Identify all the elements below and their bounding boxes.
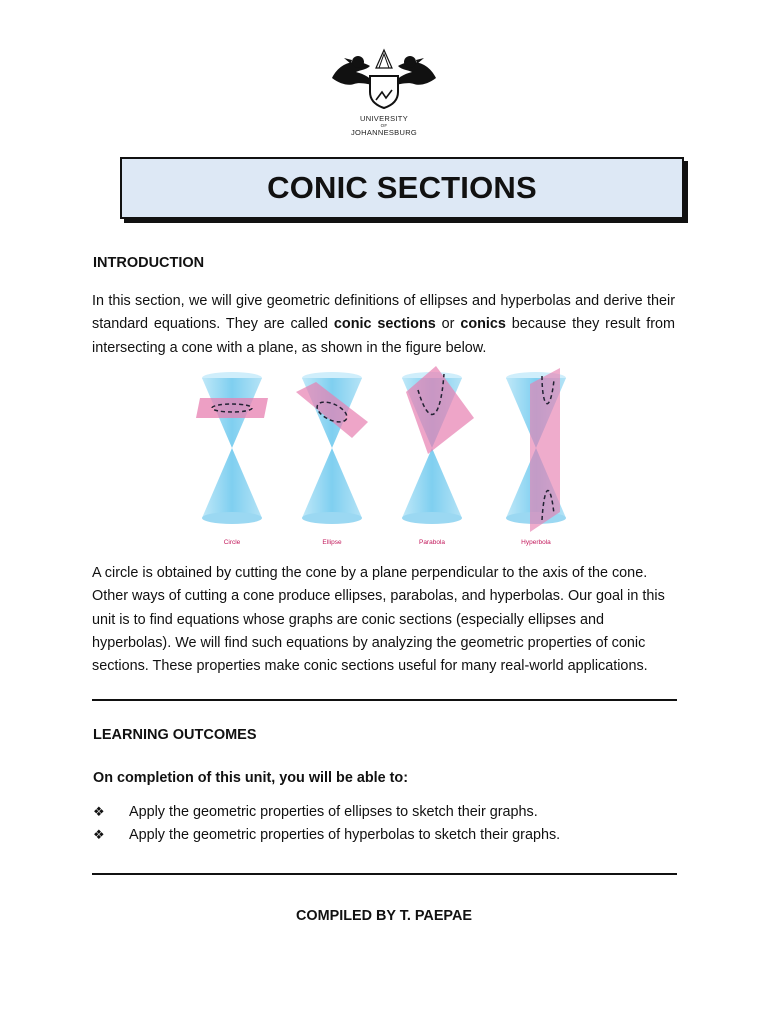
parabola-cone — [402, 366, 474, 524]
university-name-line3: JOHANNESBURG — [350, 128, 418, 137]
circle-cone — [196, 372, 268, 524]
title-box — [120, 157, 684, 219]
ellipse-cone — [296, 372, 368, 524]
figure-label-circle: Circle — [223, 539, 241, 546]
university-name-line2: OF — [380, 123, 388, 128]
list-item — [93, 800, 560, 823]
figure-label-ellipse: Ellipse — [322, 539, 342, 546]
learning-outcomes-subheading: On completion of this unit, you will be able to: — [93, 770, 408, 786]
section-divider — [92, 699, 677, 701]
figure-label-hyperbola: Hyperbola — [521, 539, 551, 546]
list-item-text: Apply the geometric properties of hyperbolas to sketch their graphs. — [129, 826, 561, 843]
learning-outcomes-heading: LEARNING OUTCOMES — [93, 727, 257, 743]
section-divider — [92, 873, 677, 875]
introduction-paragraph-2: A circle is obtained by cutting the cone by a plane perpendicular to the axis of the cone. Other ways of cutting a cone produce ellipses, parabolas, and hyperbolas. Our goal in this unit is to find equations whose graphs are conic sections (especially ellipses and hyperbolas). We will find such equations by analyzing the geometric properties of conic sections. These properties make conic sections useful for many real-world applications. — [92, 565, 665, 675]
introduction-heading: INTRODUCTION — [93, 255, 205, 271]
list-item — [93, 823, 560, 846]
term-conic-sections: conic sections — [333, 316, 436, 333]
list-item-text: Apply the geometric properties of ellipses to sketch their graphs. — [129, 803, 538, 820]
introduction-paragraph-1: In this section, we will give geometric definitions of ellipses and hyperbolas and derive their standard equations. They are called conic sections or conics because they result from intersecting a cone with a plane, as shown in the figure below. — [92, 293, 675, 356]
diamond-bullet-icon: ❖ — [93, 826, 105, 842]
compiled-by: COMPILED BY T. PAEPAE — [296, 908, 472, 924]
page-title: CONIC SECTIONS — [267, 170, 537, 205]
diamond-bullet-icon: ❖ — [93, 803, 105, 819]
eagles-emblem-icon — [326, 48, 442, 112]
conic-sections-figure — [192, 362, 576, 552]
learning-outcomes-list — [93, 800, 560, 846]
hyperbola-cone — [506, 368, 566, 532]
university-name-line1: UNIVERSITY — [359, 114, 408, 123]
figure-label-parabola: Parabola — [418, 539, 446, 546]
term-conics: conics — [460, 316, 506, 333]
